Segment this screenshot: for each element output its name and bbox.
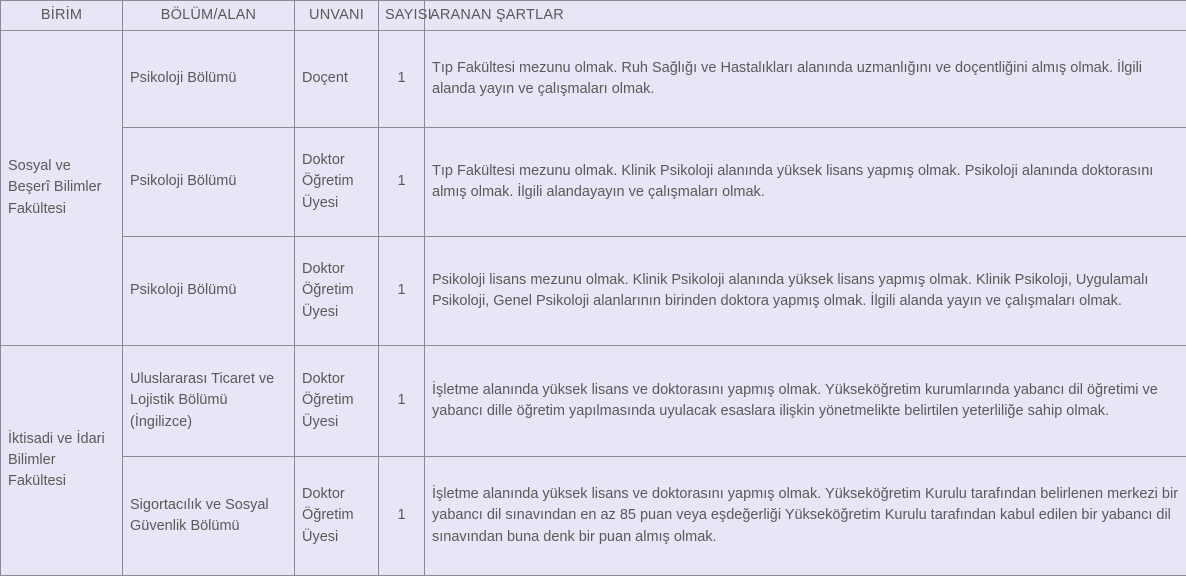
cell-aranan-sartlar: Tıp Fakültesi mezunu olmak. Ruh Sağlığı ve Hastalıkları alanında uzmanlığını ve doçentliğini almış olmak. İlgili alanda yayın ve çalışmaları olmak. bbox=[425, 31, 1186, 128]
cell-unvan: Doktor Öğretim Üyesi bbox=[295, 237, 379, 346]
cell-sayi: 1 bbox=[379, 31, 425, 128]
cell-bolum: Psikoloji Bölümü bbox=[123, 237, 295, 346]
column-header-aranan-sartlar: ARANAN ŞARTLAR bbox=[425, 1, 1186, 31]
column-header-birim: BİRİM bbox=[1, 1, 123, 31]
column-header-bolum-alan: BÖLÜM/ALAN bbox=[123, 1, 295, 31]
table-row bbox=[1, 237, 1186, 346]
cell-birim: Sosyal ve Beşerî Bilimler Fakültesi bbox=[1, 31, 123, 346]
cell-sayi: 1 bbox=[379, 237, 425, 346]
cell-unvan: Doktor Öğretim Üyesi bbox=[295, 346, 379, 457]
cell-sayi: 1 bbox=[379, 457, 425, 576]
table-header bbox=[1, 1, 1186, 31]
column-header-unvani: UNVANI bbox=[295, 1, 379, 31]
table-row bbox=[1, 128, 1186, 237]
column-header-sayisi: SAYISI bbox=[379, 1, 425, 31]
table-header-row bbox=[1, 1, 1186, 31]
table-row bbox=[1, 346, 1186, 457]
cell-aranan-sartlar: Tıp Fakültesi mezunu olmak. Klinik Psikoloji alanında yüksek lisans yapmış olmak. Psikoloji alanında doktorasını almış olmak. İlgili alandayayın ve çalışmaları olmak. bbox=[425, 128, 1186, 237]
cell-unvan: Doktor Öğretim Üyesi bbox=[295, 128, 379, 237]
cell-bolum: Psikoloji Bölümü bbox=[123, 31, 295, 128]
table-row bbox=[1, 31, 1186, 128]
table-body bbox=[1, 31, 1186, 576]
cell-aranan-sartlar: Psikoloji lisans mezunu olmak. Klinik Psikoloji alanında yüksek lisans yapmış olmak. Klinik Psikoloji, Uygulamalı Psikoloji, Genel Psikoloji alanlarının birinden doktora yapmış olmak. İlgili alanda yayın ve çalışmaları olmak. bbox=[425, 237, 1186, 346]
cell-sayi: 1 bbox=[379, 128, 425, 237]
cell-unvan: Doçent bbox=[295, 31, 379, 128]
cell-bolum: Sigortacılık ve Sosyal Güvenlik Bölümü bbox=[123, 457, 295, 576]
cell-birim: İktisadi ve İdari Bilimler Fakültesi bbox=[1, 346, 123, 576]
cell-bolum: Uluslararası Ticaret ve Lojistik Bölümü (İngilizce) bbox=[123, 346, 295, 457]
cell-sayi: 1 bbox=[379, 346, 425, 457]
cell-aranan-sartlar: İşletme alanında yüksek lisans ve doktorasını yapmış olmak. Yükseköğretim kurumlarında yabancı dil öğretimi ve yabancı dille öğretim yapılmasında uyulacak esaslara ilişkin yönetmelikte belirtilen yeterliliğe sahip olmak. bbox=[425, 346, 1186, 457]
cell-aranan-sartlar: İşletme alanında yüksek lisans ve doktorasını yapmış olmak. Yükseköğretim Kurulu tarafından belirlenen merkezi bir yabancı dil sınavından en az 85 puan veya eşdeğerliği Yükseköğretim Kurulu tarafından kabul edilen bir yabancı dil sınavından buna denk bir puan almış olmak. bbox=[425, 457, 1186, 576]
cell-bolum: Psikoloji Bölümü bbox=[123, 128, 295, 237]
cell-unvan: Doktor Öğretim Üyesi bbox=[295, 457, 379, 576]
table-row bbox=[1, 457, 1186, 576]
